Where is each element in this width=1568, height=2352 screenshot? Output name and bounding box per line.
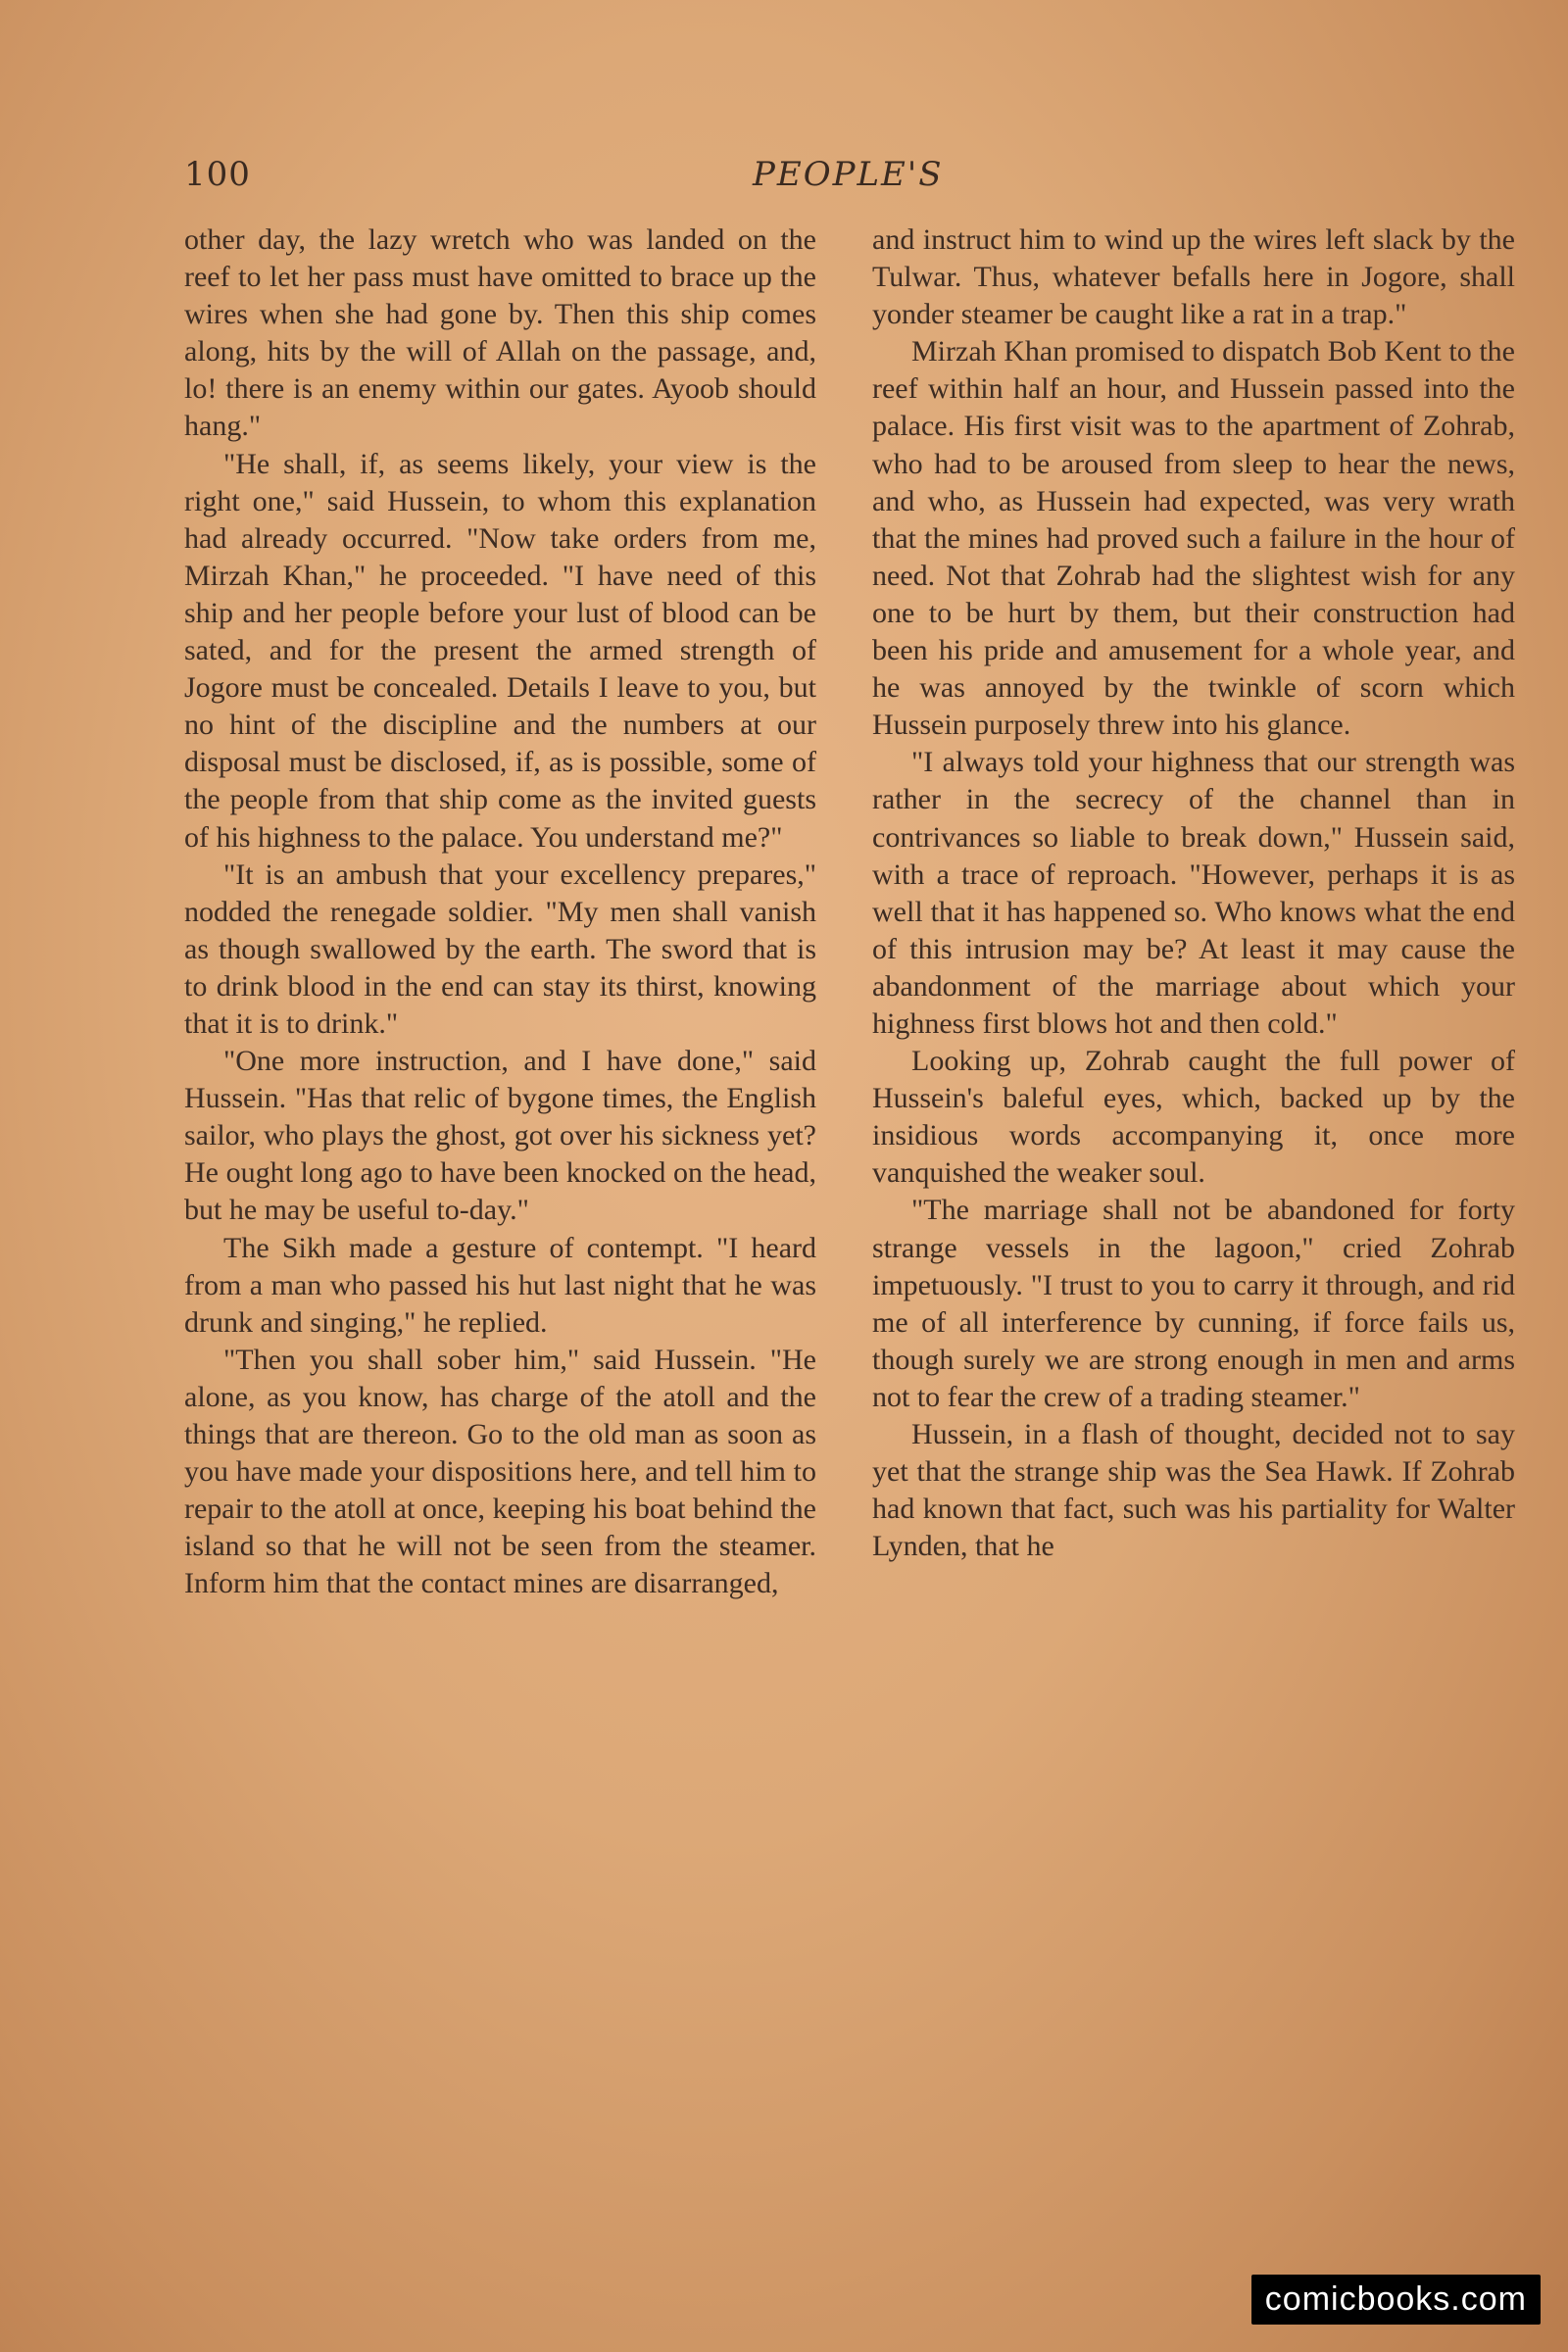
text-column-right — [872, 221, 1515, 1565]
paragraph: Looking up, Zohrab caught the full power of Hussein's baleful eyes, which, backed up by the insidious words accompanying it, once more vanquished the weaker soul. — [872, 1045, 1515, 1190]
page-number: 100 — [184, 155, 251, 194]
paragraph: "I always told your highness that our strength was rather in the secrecy of the channel than in contrivances so liable to break down," Hussein said, with a trace of reproach. "However, perhaps it is as well that it has happened so. Who knows what the end of this intrusion may be? At least it may cause the abandonment of the marriage about which your highness first blows hot and then cold." — [872, 746, 1515, 1040]
paragraph: "The marriage shall not be abandoned for forty strange vessels in the lagoon," cried Zohrab impetuously. "I trust to you to carry it through, and rid me of all interference by cunning, if force fails us, though surely we are strong enough in men and arms not to fear the crew of a trading steamer." — [872, 1194, 1515, 1413]
paragraph: "One more instruction, and I have done," said Hussein. "Has that relic of bygone times, the English sailor, who plays the ghost, got over his sickness yet? He ought long ago to have been knocked on the head, but he may be useful to-day." — [184, 1045, 816, 1227]
paragraph: The Sikh made a gesture of contempt. "I heard from a man who passed his hut last night that he was drunk and singing," he replied. — [184, 1231, 816, 1339]
text-column-left — [184, 221, 816, 1602]
paragraph: Hussein, in a flash of thought, decided not to say yet that the strange ship was the Sea Hawk. If Zohrab had known that fact, such was his partiality for Walter Lynden, that he — [872, 1418, 1515, 1563]
paragraph: "He shall, if, as seems likely, your view is the right one," said Hussein, to whom this explanation had already occurred. "Now take orders from me, Mirzah Khan," he proceeded. "I have need of this ship and her people before your lust of blood can be sated, and for the present the armed strength of Jogore must be concealed. Details I leave to you, but no hint of the discipline and the numbers at our disposal must be disclosed, if, as is possible, some of the people from that ship come as the invited guests of his highness to the palace. You understand me?" — [184, 447, 816, 854]
watermark: comicbooks.com — [1251, 2275, 1541, 2325]
running-head: PEOPLE'S — [753, 155, 944, 194]
paragraph: "It is an ambush that your excellency prepares," nodded the renegade soldier. "My men shall vanish as though swallowed by the earth. The sword that is to drink blood in the end can stay its thirst, knowing that it is to drink." — [184, 858, 816, 1040]
paragraph: Mirzah Khan promised to dispatch Bob Kent to the reef within half an hour, and Hussein passed into the palace. His first visit was to the apartment of Zohrab, who had to be aroused from sleep to hear the news, and who, as Hussein had expected, was very wrath that the mines had proved such a failure in the hour of need. Not that Zohrab had the slightest wish for any one to be hurt by them, but their construction had been his pride and amusement for a whole year, and he was annoyed by the twinkle of scorn which Hussein purposely threw into his glance. — [872, 335, 1515, 742]
page-header — [184, 147, 1517, 206]
paragraph: "Then you shall sober him," said Hussein. "He alone, as you know, has charge of the atoll and the things that are thereon. Go to the old man as soon as you have made your dispositions here, and tell him to repair to the atoll at once, keeping his boat behind the island so that he will not be seen from the steamer. Inform him that the contact mines are disarranged, — [184, 1343, 816, 1600]
paragraph: and instruct him to wind up the wires left slack by the Tulwar. Thus, whatever befalls here in Jogore, shall yonder steamer be caught like a rat in a trap." — [872, 223, 1515, 331]
paragraph: other day, the lazy wretch who was landed on the reef to let her pass must have omitted to brace up the wires when she had gone by. Then this ship comes along, hits by the will of Allah on the passage, and, lo! there is an enemy within our gates. Ayoob should hang." — [184, 223, 816, 443]
